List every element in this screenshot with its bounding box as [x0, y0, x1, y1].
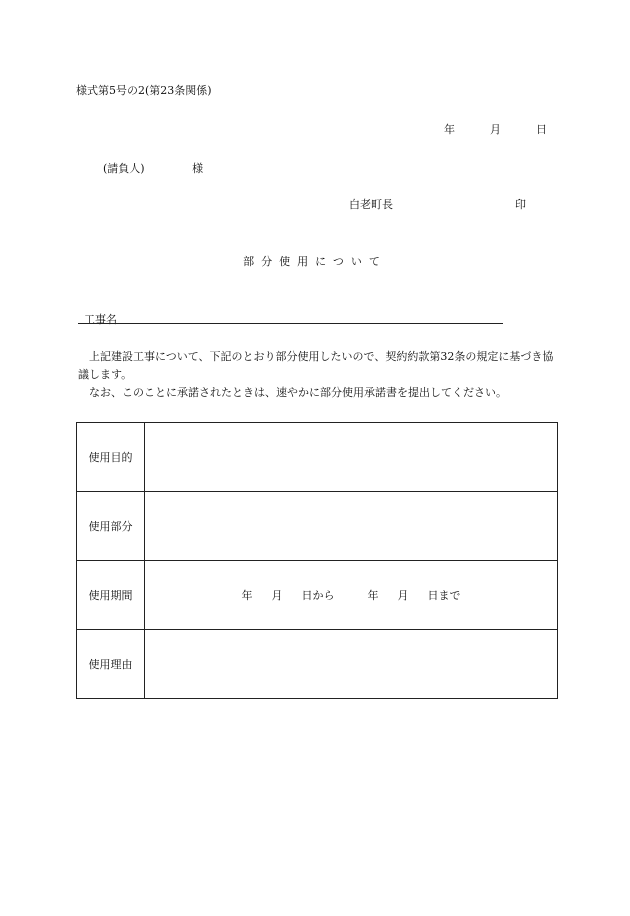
row-label-period: 使用期間 [77, 561, 145, 630]
period-month-1: 月 [271, 589, 283, 602]
period-year-2: 年 [367, 589, 379, 602]
table-row [77, 630, 558, 699]
row-label-reason: 使用理由 [77, 630, 145, 699]
body-paragraph-1: 上記建設工事について、下記のとおり部分使用したいので、契約約款第32条の規定に基づき協議します。 [78, 350, 554, 381]
recipient-honorific: 様 [192, 162, 204, 175]
period-field[interactable] [145, 561, 558, 630]
document-title: 部分使用について [243, 255, 387, 268]
purpose-field[interactable] [145, 423, 558, 492]
seal-mark: 印 [515, 198, 526, 211]
recipient [103, 162, 203, 176]
date-day: 日 [536, 123, 547, 136]
period-year-1: 年 [241, 589, 253, 602]
reason-field[interactable] [145, 630, 558, 699]
recipient-contractor: (請負人) [103, 162, 145, 175]
project-name-field[interactable] [78, 323, 503, 324]
sender-name: 白老町長 [349, 198, 393, 211]
table-row [77, 561, 558, 630]
project-name-label: 工事名 [84, 313, 117, 326]
date-line [444, 123, 547, 137]
table-row [77, 423, 558, 492]
date-month: 月 [490, 123, 501, 136]
usage-table [76, 422, 558, 699]
body-text [78, 348, 556, 402]
period-month-2: 月 [397, 589, 409, 602]
period-until: 日まで [427, 589, 461, 602]
form-number: 様式第5号の2(第23条関係) [76, 84, 212, 97]
date-year: 年 [444, 123, 455, 136]
part-field[interactable] [145, 492, 558, 561]
body-paragraph-2: なお、このことに承諾されたときは、速やかに部分使用承諾書を提出してください。 [89, 386, 507, 399]
row-label-part: 使用部分 [77, 492, 145, 561]
table-row [77, 492, 558, 561]
row-label-purpose: 使用目的 [77, 423, 145, 492]
period-from: 日から [301, 589, 335, 602]
